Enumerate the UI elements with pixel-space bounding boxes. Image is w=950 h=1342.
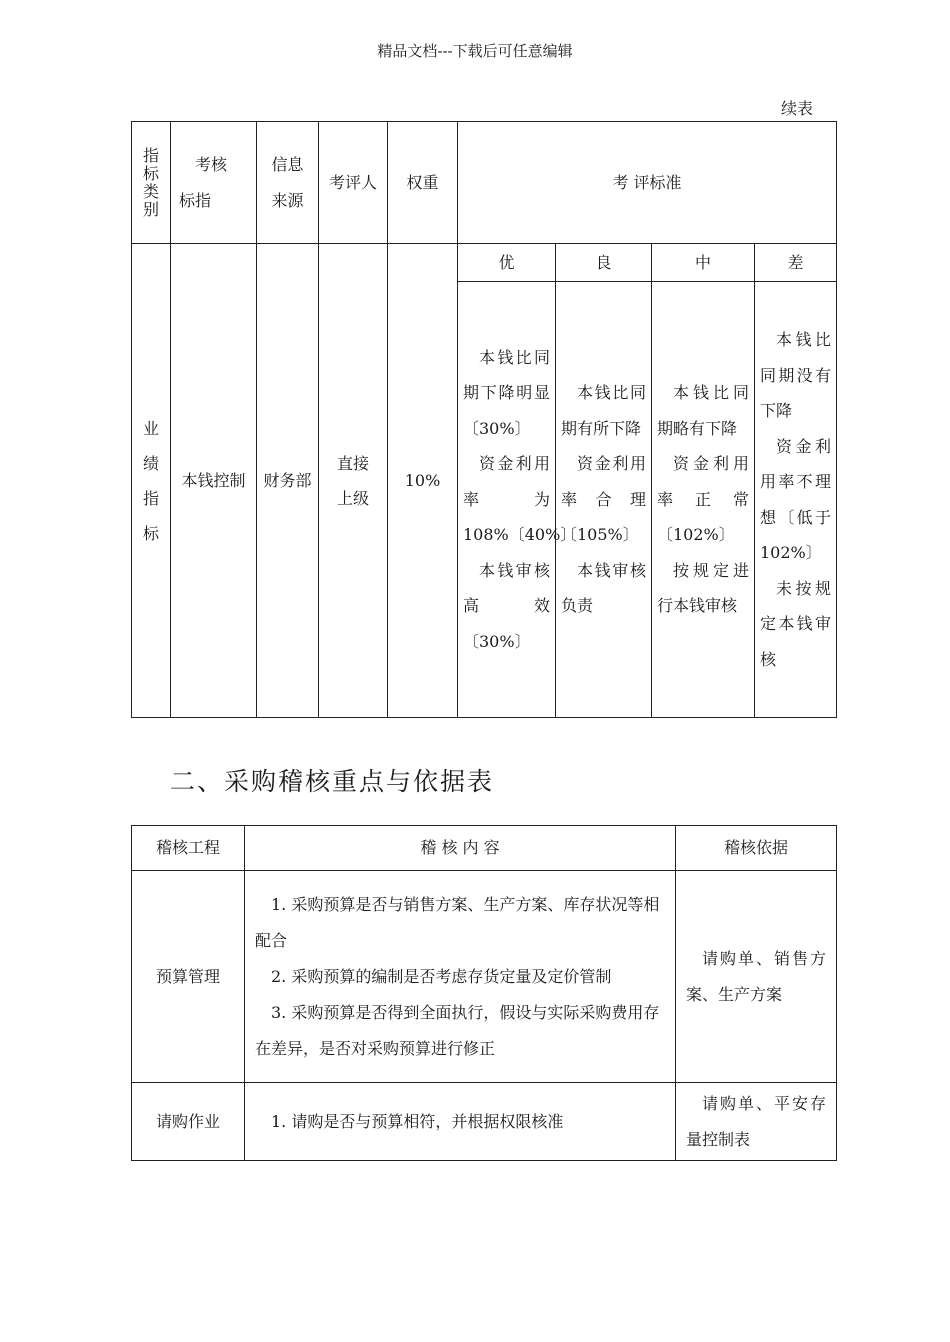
row-basis: 请购单、销售方案、生产方案: [676, 871, 837, 1083]
criteria-excellent: 本钱比同期下降明显〔30%〕 资金利用率为108%〔40%〕 本钱审核高效〔30%〕: [458, 282, 556, 718]
row-content: 1. 采购预算是否与销售方案、生产方案、库存状况等相配合 2. 采购预算的编制是否考虑存货定量及定价管制 3. 采购预算是否得到全面执行，假设与实际采购费用存在差异，是否对采购预算进行修正: [245, 871, 676, 1083]
row-evaluator: 直接 上级: [319, 244, 388, 718]
row-source: 财务部: [257, 244, 319, 718]
row-item: 请购作业: [132, 1083, 245, 1161]
criteria-poor: 本钱比同期没有下降 资金利用率不理想〔低于102%〕 未按规定本钱审核: [755, 282, 837, 718]
criteria-medium: 本钱比同期略有下降 资金利用率正常〔102%〕 按规定进行本钱审核: [652, 282, 755, 718]
header-category: 指标类别: [132, 122, 171, 244]
table-row: [132, 871, 837, 1083]
grade-medium: 中: [652, 244, 755, 282]
header-source: 信息 来源: [257, 122, 319, 244]
row-indicator: 本钱控制: [171, 244, 257, 718]
header-basis: 稽核依据: [676, 826, 837, 871]
header-content: 稽 核 内 容: [245, 826, 676, 871]
header-item: 稽核工程: [132, 826, 245, 871]
row-basis: 请购单、平安存量控制表: [676, 1083, 837, 1161]
grade-good: 良: [556, 244, 652, 282]
section-title: 二、采购稽核重点与依据表: [170, 767, 495, 796]
row-category: 业绩指标: [132, 244, 171, 718]
row-weight: 10%: [388, 244, 458, 718]
grade-excellent: 优: [458, 244, 556, 282]
header-weight: 权重: [388, 122, 458, 244]
header-criteria: 考 评标准: [458, 122, 837, 244]
header-evaluator: 考评人: [319, 122, 388, 244]
grade-poor: 差: [755, 244, 837, 282]
row-content: 1. 请购是否与预算相符，并根据权限核准: [245, 1083, 676, 1161]
header-indicator: 考核 标指: [171, 122, 257, 244]
criteria-good: 本钱比同期有所下降 资金利用率合理〔105%〕 本钱审核负责: [556, 282, 652, 718]
continued-label: 续表: [781, 99, 814, 118]
audit-table: [131, 825, 837, 1161]
kpi-table: [131, 121, 837, 718]
row-item: 预算管理: [132, 871, 245, 1083]
header-note: 精品文档---下载后可任意编辑: [377, 42, 573, 60]
table-row: [132, 1083, 837, 1161]
